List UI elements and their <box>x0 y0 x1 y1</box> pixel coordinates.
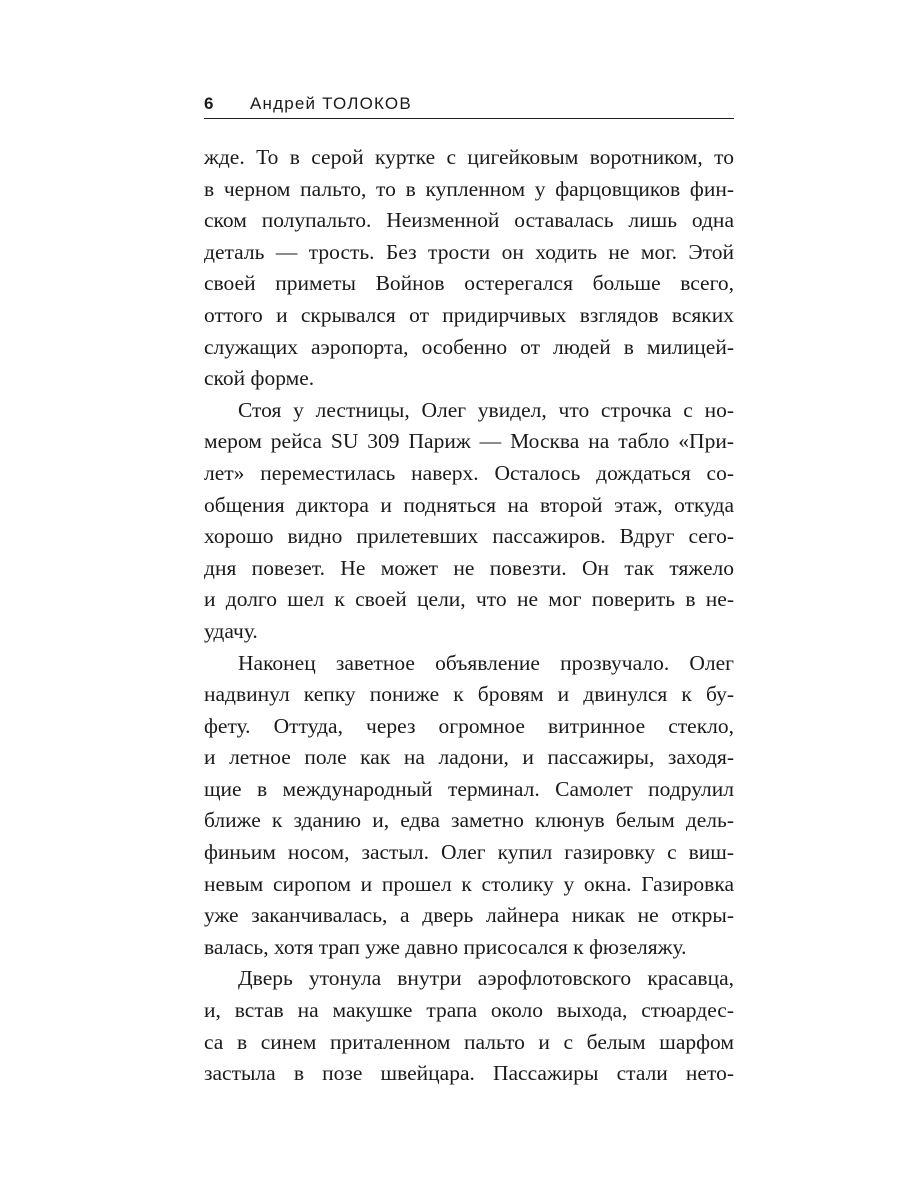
text-line: жде. То в серой куртке с цигейковым воротником, то <box>204 145 734 169</box>
text-line: щие в международный терминал. Самолет подрулил <box>204 776 734 801</box>
text-line: ближе к зданию и, едва заметно клюнув белым дель- <box>204 808 734 833</box>
running-head <box>204 92 734 119</box>
text-line: Наконец заветное объявление прозвучало. Олег <box>238 650 734 675</box>
text-line: оттого и скрывался от придирчивых взглядов всяких <box>204 302 734 327</box>
text-line: надвинул кепку пониже к бровям и двинулся к бу- <box>204 682 734 707</box>
running-head-author: Андрей ТОЛОКОВ <box>250 94 412 113</box>
paragraph-1 <box>204 142 734 395</box>
text-line: валась, хотя трап уже давно присосался к фюзеляжу. <box>204 934 687 959</box>
text-line: лет» переместилась наверх. Осталось дождаться со- <box>204 460 734 485</box>
text-line: ской форме. <box>204 366 315 391</box>
text-line: ском полупальто. Неизменной оставалась лишь одна <box>204 208 734 233</box>
text-line: уже заканчивалась, а дверь лайнера никак не откры- <box>204 903 734 928</box>
text-line: фету. Оттуда, через огромное витринное стекло, <box>204 713 734 738</box>
text-line: невым сиропом и прошел к столику у окна. Газировка <box>204 871 734 896</box>
text-line: са в синем приталенном пальто и с белым шарфом <box>204 1029 734 1054</box>
text-line: удачу. <box>204 618 258 643</box>
text-line: Дверь утонула внутри аэрофлотовского красавца, <box>238 966 734 991</box>
text-line: мером рейса SU 309 Париж — Москва на табло «При- <box>204 429 734 454</box>
text-line: и летное поле как на ладони, и пассажиры, заходя- <box>204 745 734 770</box>
text-line: Стоя у лестницы, Олег увидел, что строчка с но- <box>238 397 734 422</box>
paragraph-3 <box>204 648 734 964</box>
text-line: застыла в позе швейцара. Пассажиры стали нето- <box>204 1061 734 1086</box>
text-line: и, встав на макушке трапа около выхода, стюардес- <box>204 998 734 1023</box>
text-line: хорошо видно прилетевших пассажиров. Вдруг сего- <box>204 524 734 549</box>
text-line: дня повезет. Не может не повезти. Он так тяжело <box>204 555 734 580</box>
body-text <box>204 142 734 1090</box>
text-line: и долго шел к своей цели, что не мог поверить в не- <box>204 587 734 612</box>
text-line: общения диктора и подняться на второй этаж, откуда <box>204 492 734 517</box>
text-line: финьим носом, застыл. Олег купил газировку с виш- <box>204 840 734 865</box>
text-line: служащих аэропорта, особенно от людей в милицей- <box>204 334 734 359</box>
text-line: деталь — трость. Без трости он ходить не мог. Этой <box>204 239 734 264</box>
text-line: в черном пальто, то в купленном у фарцовщиков фин- <box>204 176 734 201</box>
page-number: 6 <box>204 94 215 113</box>
paragraph-4 <box>204 963 734 1089</box>
text-line: своей приметы Войнов остерегался больше всего, <box>204 271 734 296</box>
paragraph-2 <box>204 395 734 648</box>
